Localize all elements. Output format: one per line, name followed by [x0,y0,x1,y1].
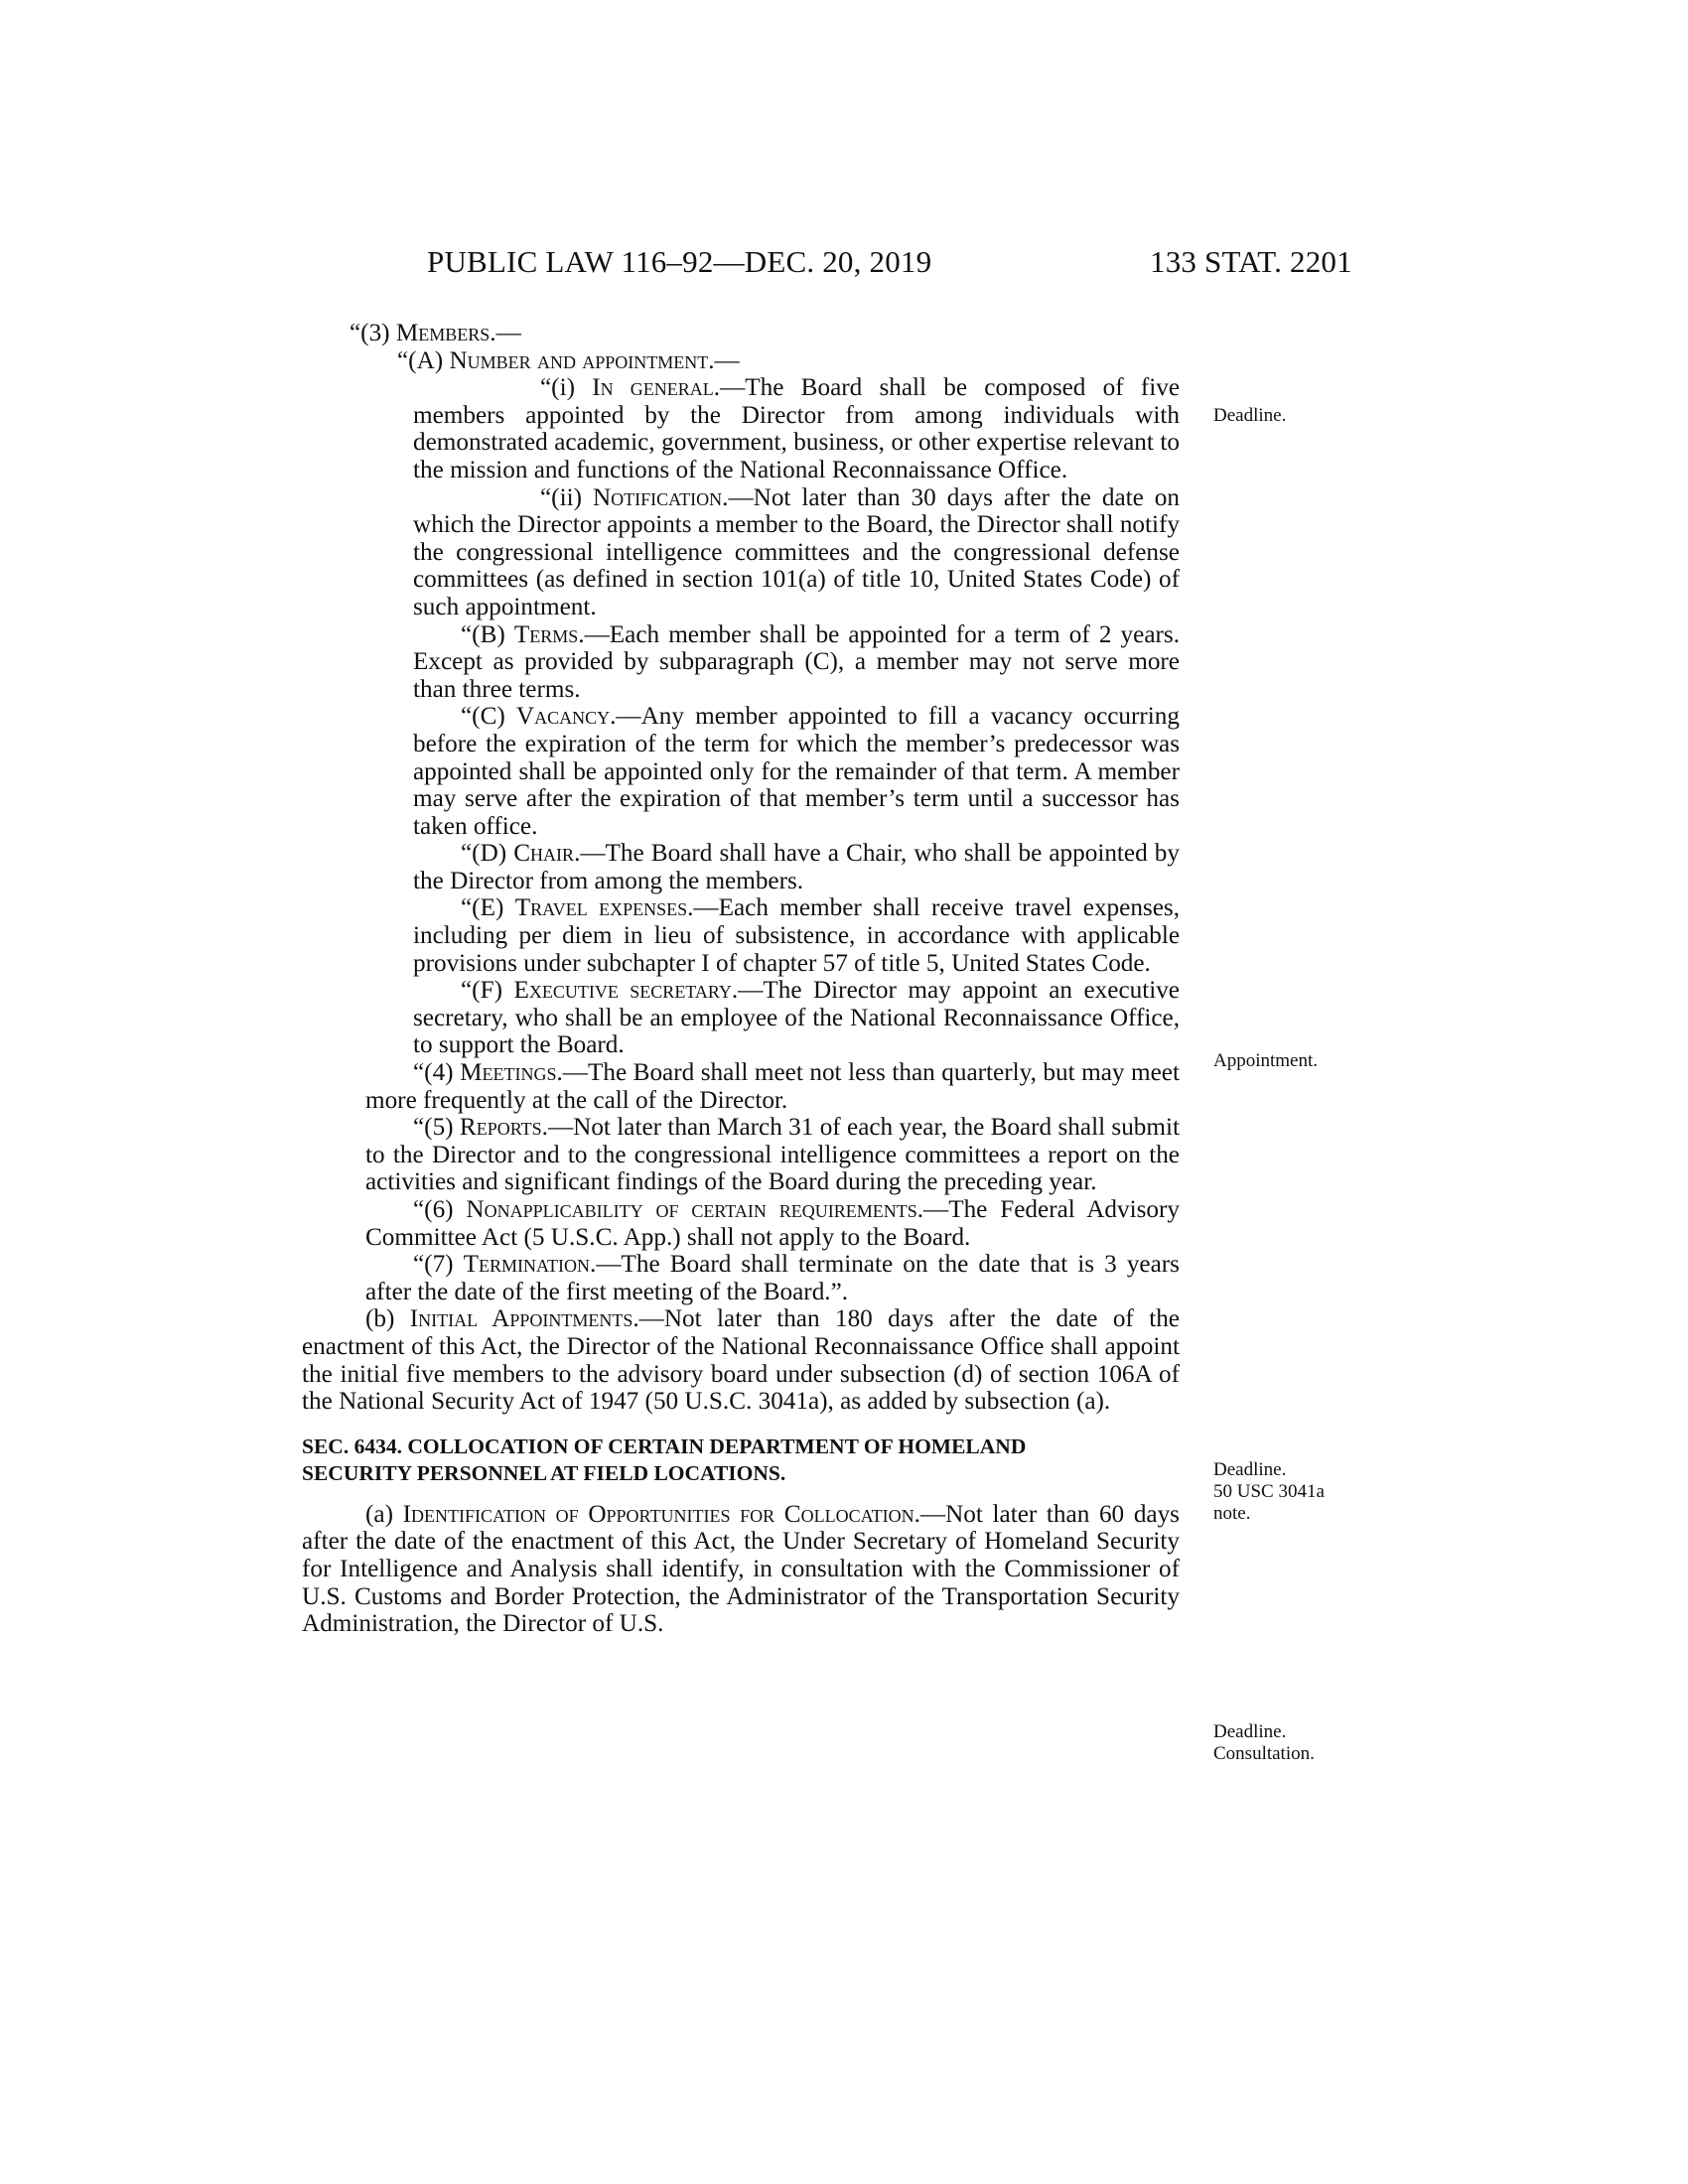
paragraph-5-reports: “(5) Reports.—Not later than March 31 of each year, the Board shall submit to the Director and to the congressional intelligence committees a report on the activities and significant findings of the Board during the preceding year. [365,1114,1180,1196]
subparagraph-c-vacancy: “(C) Vacancy.—Any member appointed to fill a vacancy occurring before the expiration of the term for which the member’s predecessor was appointed shall be appointed only for the remainder of that term. A member may serve after the expiration of that member’s term until a successor has taken office. [413,703,1180,840]
subsection-a-identification: (a) Identification of Opportunities for Collocation.—Not later than 60 days after the date of the enactment of this Act, the Under Secretary of Homeland Security for Intelligence and Analysis shall identify, in consultation with the Commissioner of U.S. Customs and Border Protection, the Administrator of the Transportation Security Administration, the Director of U.S. [302,1500,1180,1638]
margin-note-deadline: Deadline. [1213,1721,1287,1742]
margin-note-appointment: Appointment. [1213,1050,1319,1071]
subsection-b-initial-appointments: (b) Initial Appointments.—Not later than 180 days after the date of the enactment of this Act, the Director of the National Reconnaissance Office shall appoint the initial five members to the advisory board under subsection (d) of section 106A of the National Security Act of 1947 (50 U.S.C. 3041a), as added by subsection (a). [302,1305,1180,1416]
heading-travel-expenses: Travel expenses [514,894,688,922]
paragraph-4-meetings: “(4) Meetings.—The Board shall meet not less than quarterly, but may meet more frequently at the call of the Director. [365,1059,1180,1114]
margin-note-consultation: Consultation. [1213,1743,1315,1764]
margin-note-deadline: Deadline. [1213,405,1287,426]
heading-executive-secretary: Executive secretary [513,977,732,1005]
paragraph-7-termination: “(7) Termination.—The Board shall terminate on the date that is 3 years after the date of the first meeting of the Board.”. [365,1251,1180,1305]
subparagraph-f-executive-secretary: “(F) Executive secretary.—The Director may appoint an executive secretary, who shall be an employee of the National Reconnaissance Office, to support the Board. [413,977,1180,1059]
heading-in-general: In general [592,374,714,402]
heading-identification-collocation: Identification of Opportunities for Collocation [402,1500,914,1528]
heading-termination: Termination [463,1251,591,1279]
heading-terms: Terms [513,620,579,648]
heading-meetings: Meetings [460,1059,557,1087]
subparagraph-b-terms: “(B) Terms.—Each member shall be appointed for a term of 2 years. Except as provided by subparagraph (C), a member may not serve more than three terms. [413,620,1180,703]
heading-vacancy: Vacancy [515,703,611,731]
clause-ii-notification: “(ii) Notification.—Not later than 30 days after the date on which the Director appoints a member to the Board, the Director shall notify the congressional intelligence committees and the congressional defense committees (as defined in section 101(a) of title 10, United States Code) of such appointment. [413,483,1180,620]
heading-reports: Reports [459,1114,542,1142]
paragraph-6-nonapplicability: “(6) Nonapplicability of certain requirements.—The Federal Advisory Committee Act (5 U.S.C. App.) shall not apply to the Board. [365,1196,1180,1251]
margin-note-usc-citation: 50 USC 3041a [1213,1481,1325,1502]
subparagraph-a-number: “(A) Number and appointment.— [397,346,740,374]
heading-nonapplicability: Nonapplicability of certain requirements [466,1196,917,1223]
margin-note-deadline: Deadline. [1213,1459,1287,1480]
heading-initial-appointments: Initial Appointments [409,1305,633,1333]
margin-note-usc-note: note. [1213,1503,1251,1524]
heading-chair: Chair [513,840,575,868]
heading-number-appointment: Number and appointment [449,346,709,374]
subparagraph-d-chair: “(D) Chair.—The Board shall have a Chair, who shall be appointed by the Director from among the members. [413,840,1180,894]
clause-i-general: “(i) In general.—The Board shall be composed of five members appointed by the Director from among individuals with demonstrated academic, government, business, or other expertise relevant to the mission and functions of the National Reconnaissance Office. [413,374,1181,483]
page-citation: 133 STAT. 2201 [1150,244,1352,279]
heading-notification: Notification [592,483,723,511]
heading-members: Members [395,320,491,346]
paragraph-3-members: “(3) Members.— [350,320,521,346]
section-6434-heading: SEC. 6434. COLLOCATION OF CERTAIN DEPARTMENT OF HOMELAND SECURITY PERSONNEL AT FIELD LOCATIONS. [302,1433,1027,1485]
running-header-title: PUBLIC LAW 116–92—DEC. 20, 2019 [427,244,932,279]
statute-body [302,320,1180,1638]
subparagraph-e-travel: “(E) Travel expenses.—Each member shall receive travel expenses, including per diem in lieu of subsistence, in accordance with applicable provisions under subchapter I of chapter 57 of title 5, United States Code. [413,894,1180,977]
